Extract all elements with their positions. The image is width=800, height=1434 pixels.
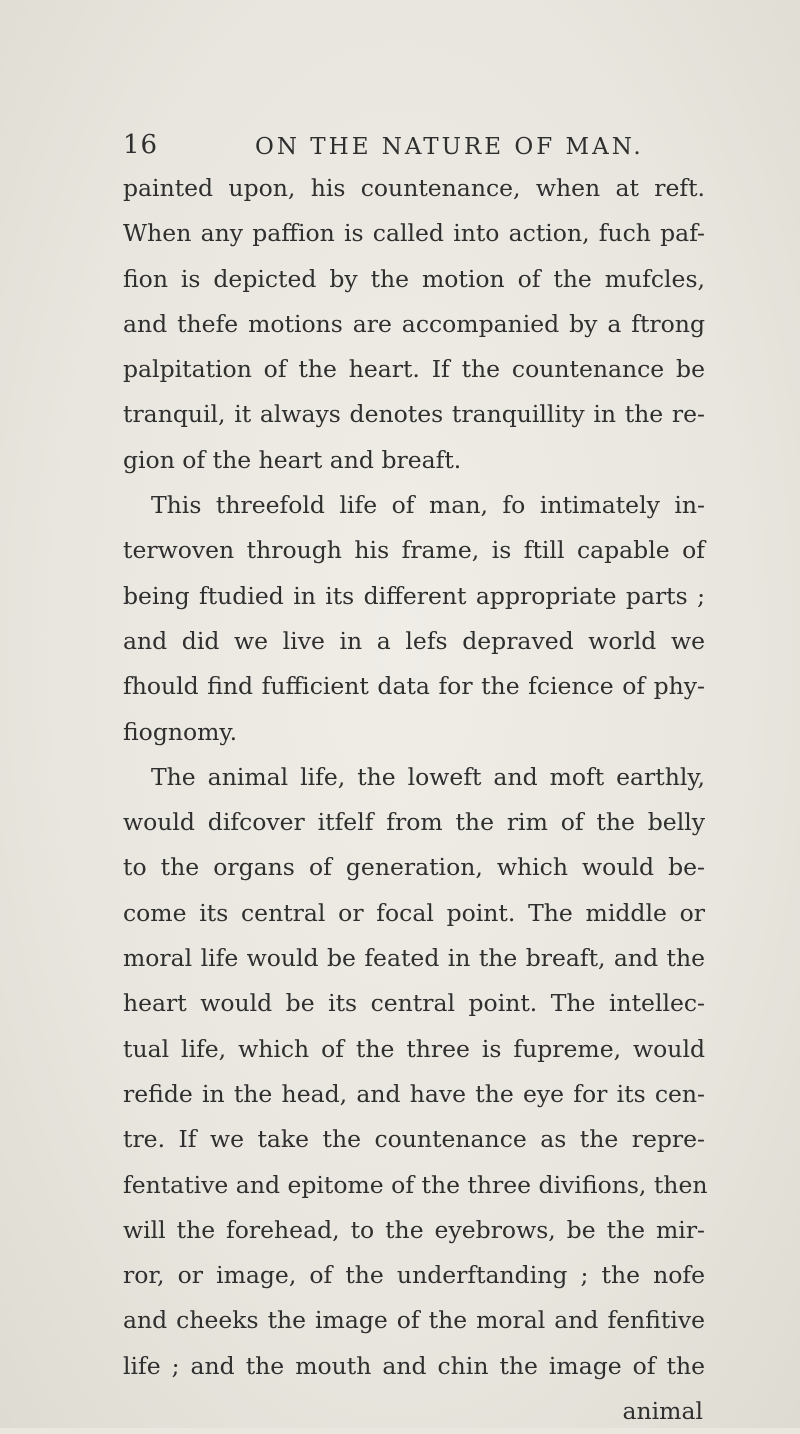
- text-line: fion is depicted by the motion of the mufcles,: [123, 264, 705, 293]
- text-line: life ; and the mouth and chin the image of the: [123, 1351, 705, 1380]
- text-line: come its central or focal point. The middle or: [123, 898, 705, 927]
- text-line: and did we live in a lefs depraved world we: [123, 626, 705, 655]
- text-line: moral life would be feated in the breaft, and the: [123, 944, 705, 973]
- page-header: [123, 130, 723, 170]
- text-line: fentative and epitome of the three divifions, then: [123, 1170, 708, 1199]
- text-line: The animal life, the loweft and moft earthly,: [151, 762, 705, 791]
- text-line: palpitation of the heart. If the countenance be: [123, 355, 705, 384]
- text-line: being ftudied in its different appropriate parts ;: [123, 581, 705, 610]
- text-line: and thefe motions are accompanied by a ftrong: [123, 309, 705, 338]
- text-line: fhould find fufficient data for the fcience of phy-: [123, 672, 705, 701]
- text-line: painted upon, his countenance, when at reft.: [123, 174, 705, 202]
- text-line: gion of the heart and breaft.: [123, 445, 462, 474]
- text-line: When any paffion is called into action, fuch paf-: [123, 219, 705, 248]
- running-head: ON THE NATURE OF MAN.: [255, 134, 644, 160]
- text-line: tranquil, it always denotes tranquillity in the re-: [123, 400, 705, 429]
- text-line: ror, or image, of the underftanding ; the nofe: [123, 1261, 705, 1290]
- page-number: 16: [123, 130, 159, 160]
- text-line: This threefold life of man, fo intimately in-: [151, 491, 705, 520]
- text-line: heart would be its central point. The intellec-: [123, 989, 705, 1018]
- text-line: will the forehead, to the eyebrows, be the mir-: [123, 1215, 705, 1244]
- text-line: refide in the head, and have the eye for its cen-: [123, 1079, 705, 1108]
- text-line: tre. If we take the countenance as the repre-: [123, 1125, 705, 1154]
- text-line: tual life, which of the three is fupreme, would: [123, 1034, 705, 1063]
- catchword: animal: [622, 1397, 703, 1426]
- text-line: fiognomy.: [123, 717, 238, 746]
- text-line: to the organs of generation, which would be-: [123, 853, 705, 882]
- body-text: [123, 166, 708, 1434]
- text-line: and cheeks the image of the moral and fenfitive: [123, 1306, 705, 1335]
- text-line: would difcover itfelf from the rim of the belly: [123, 808, 705, 837]
- text-line: terwoven through his frame, is ftill capable of: [123, 536, 705, 565]
